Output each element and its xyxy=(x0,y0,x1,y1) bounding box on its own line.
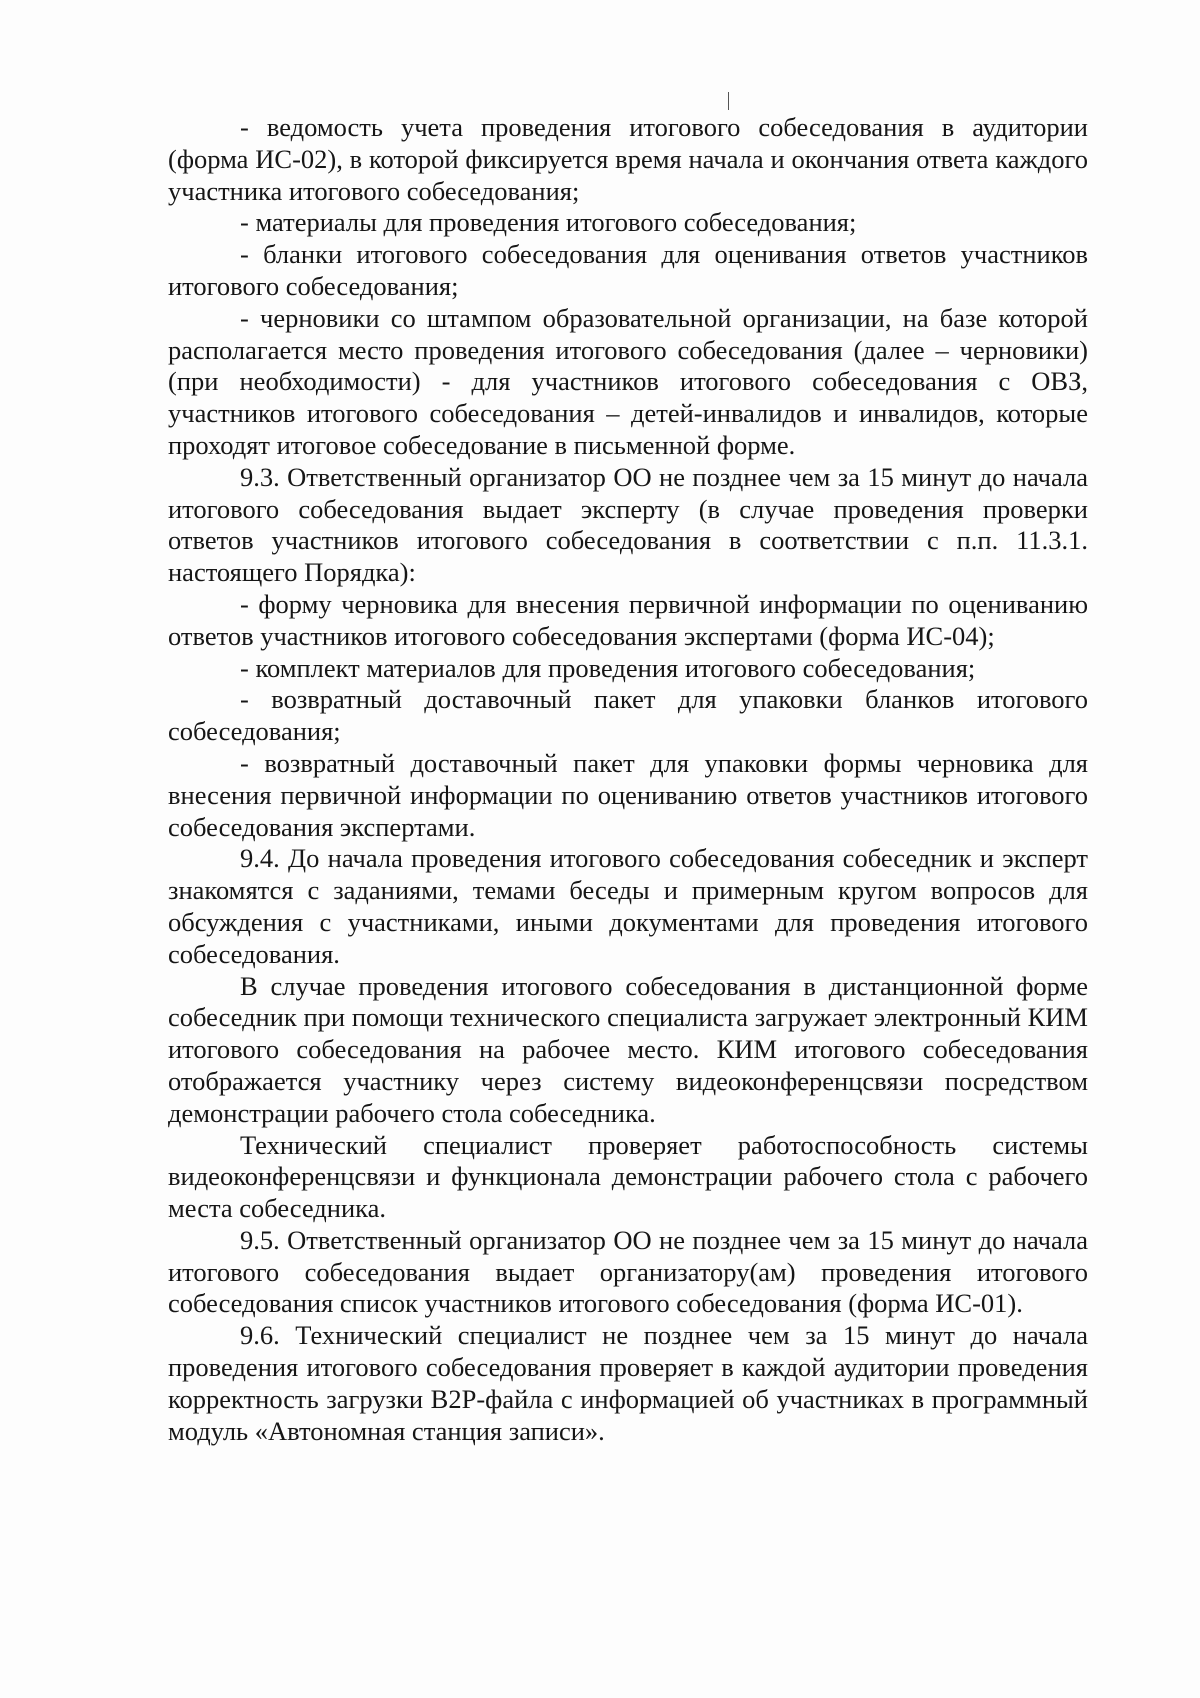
document-body xyxy=(168,112,1088,1447)
paragraph-return-package-sheets: - возвратный доставочный пакет для упаковки бланков итогового собеседования; xyxy=(168,684,1088,747)
paragraph-return-package-drafts: - возвратный доставочный пакет для упаковки формы черновика для внесения первичной информации по оцениванию ответов участников итогового собеседования экспертами. xyxy=(168,747,1088,842)
paragraph-tech-check: Технический специалист проверяет работоспособность системы видеоконференцсвязи и функционала демонстрации рабочего стола с рабочего места собеседника. xyxy=(168,1129,1088,1224)
paragraph-statement-form: - ведомость учета проведения итогового собеседования в аудитории (форма ИС-02), в которой фиксируется время начала и окончания ответа каждого участника итогового собеседования; xyxy=(168,112,1088,206)
paragraph-draft-form: - форму черновика для внесения первичной информации по оцениванию ответов участников итогового собеседования экспертами (форма ИС-04); xyxy=(168,588,1088,651)
paragraph-9-6: 9.6. Технический специалист не позднее чем за 15 минут до начала проведения итогового собеседования проверяет в каждой аудитории проведения корректность загрузки В2Р-файла с информацией об участниках в программный модуль «Автономная станция записи». xyxy=(168,1320,1088,1446)
paragraph-9-4: 9.4. До начала проведения итогового собеседования собеседник и эксперт знакомятся с заданиями, темами беседы и примерным кругом вопросов для обсуждения с участниками, иными документами для проведения итогового собеседования. xyxy=(168,843,1088,969)
paragraph-9-3: 9.3. Ответственный организатор ОО не позднее чем за 15 минут до начала итогового собеседования выдает эксперту (в случае проведения проверки ответов участников итогового собеседования в соответствии с п.п. 11.3.1. настоящего Порядка): xyxy=(168,461,1088,588)
paragraph-answer-sheets: - бланки итогового собеседования для оценивания ответов участников итогового собеседования; xyxy=(168,239,1088,301)
paragraph-drafts: - черновики со штампом образовательной организации, на базе которой располагается место проведения итогового собеседования (далее – черновики) (при необходимости) - для участников итогового собеседования с ОВЗ, участников итогового собеседования – детей-инвалидов и инвалидов, которые проходят итоговое собеседование в письменной форме. xyxy=(168,302,1088,460)
paragraph-materials: - материалы для проведения итогового собеседования; xyxy=(240,207,857,238)
paragraph-remote-form: В случае проведения итогового собеседования в дистанционной форме собеседник при помощи технического специалиста загружает электронный КИМ итогового собеседования на рабочее место. КИМ итогового собеседования отображается участнику через систему видеоконференцсвязи посредством демонстрации рабочего стола собеседника. xyxy=(168,970,1088,1128)
page-mark xyxy=(728,92,729,110)
paragraph-materials-kit: - комплект материалов для проведения итогового собеседования; xyxy=(240,652,976,683)
paragraph-9-5: 9.5. Ответственный организатор ОО не позднее чем за 15 минут до начала итогового собеседования выдает организатору(ам) проведения итогового собеседования список участников итогового собеседования (форма ИС-01). xyxy=(168,1224,1088,1319)
